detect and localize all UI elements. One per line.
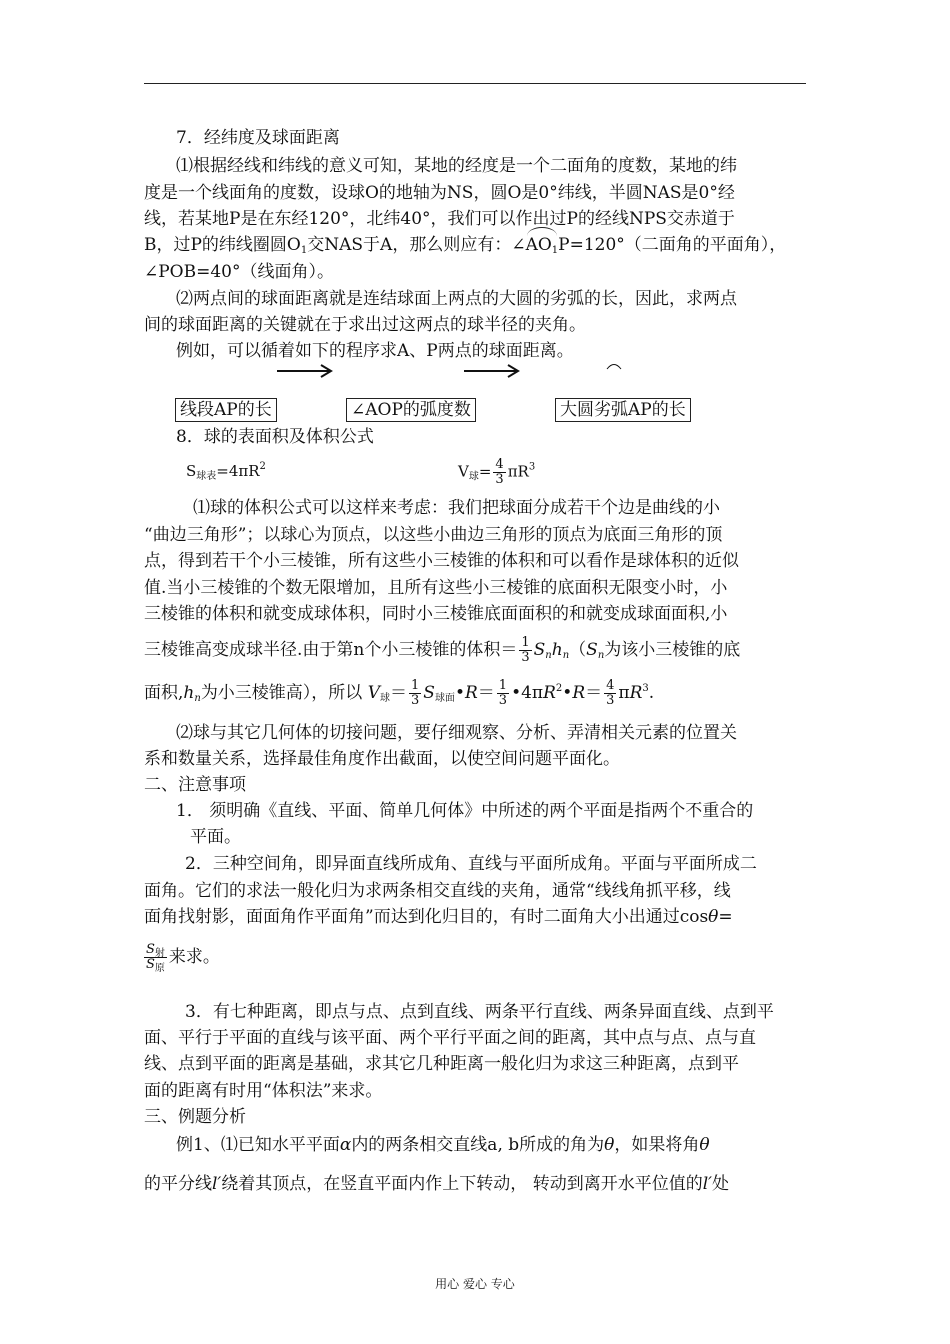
note-3-line3: 线、点到平面的距离是基础，求其它几种距离一般化归为求这三种距离，点到平 [144,1054,739,1074]
section-8-title: 8．球的表面积及体积公式 [176,427,374,447]
s8-p1-line4: 值.当小三棱锥的个数无限增加，且所有这些小三棱锥的底面积无限变小时，小 [144,578,728,598]
formula-surface-area: $S_{球表}=4\pi R^2$ [186,461,266,482]
s8-p1-line7: 面积$,h_n$为小三棱锥高），所以 $V_球=$ $\frac{1}{3}$ $S_{球面}•R=$ $\frac{1}{3}$ $•4\pi R^2•R=$ $\frac{4}{3}$ $\pi R^3$. [144,678,655,708]
s8-p2-line1: ⑵球与其它几何体的切接问题，要仔细观察、分析、弄清相关元素的位置关 [176,723,737,743]
arrow-right-icon [464,362,524,380]
flow-box-arc-length: 大圆劣弧AP的长 [555,398,691,422]
section-7-title: 7．经纬度及球面距离 [176,128,340,148]
arc-icon [606,362,622,370]
header-rule [144,83,806,84]
s7-p1-line4: B，过P的纬线圈圆$O_1$交NAS于A，那么则应有：$\angle AO_1P=120^\circ$（二面角的平面角）， [144,235,787,256]
note-3-line4: 面的距离有时用“体积法”来求。 [144,1081,383,1101]
note-1-line2: 平面。 [190,827,241,847]
page-footer: 用心 爱心 专心 [435,1277,515,1291]
note-1-line1: 1． 须明确《直线、平面、简单几何体》中所述的两个平面是指两个不重合的 [176,801,754,821]
s8-p1-line5: 三棱锥的体积和就变成球体积，同时小三棱锥底面面积的和就变成球面面积,小 [144,604,728,624]
note-2-line2: 面角。它们的求法一般化归为求两条相交直线的夹角，通常“线线角抓平移，线 [144,881,731,901]
flow-box-segment-length: 线段AP的长 [175,398,277,422]
note-3-line1: 3．有七种距离，即点与点、点到直线、两条平行直线、两条异面直线、点到平 [185,1002,774,1022]
s7-p1-line2: 度是一个线面角的度数，设球O的地轴为NS，圆O是0°纬线，半圆NAS是0°经 [144,183,735,203]
arc-mark: $AO_1$ [525,235,559,256]
s7-p2-line1: ⑵两点间的球面距离就是连结球面上两点的大圆的劣弧的长，因此，求两点 [176,289,737,309]
note-2-line1: 2．三种空间角，即异面直线所成角、直线与平面所成角。平面与平面所成二 [185,854,757,874]
arrow-right-icon [277,362,337,380]
s7-p1-line1: ⑴根据经线和纬线的意义可知，某地的经度是一个二面角的度数，某地的纬 [176,156,737,176]
flow-box-radian: ∠AOP的弧度数 [346,398,476,422]
s7-p1-line5: ∠POB=40°（线面角）。 [144,262,334,282]
s7-p1-line3: 线，若某地P是在东经120°，北纬40°，我们可以作出过P的经线NPS交赤道于 [144,209,735,229]
s8-p1-line1: ⑴球的体积公式可以这样来考虑：我们把球面分成若干个边是曲线的小 [193,498,720,518]
s7-p3: 例如，可以循着如下的程序求A、P两点的球面距离。 [176,341,574,361]
example-1-line2: 的平分线l′绕着其顶点，在竖直平面内作上下转动， 转动到离开水平位值的l′处 [144,1174,729,1194]
s8-p1-line3: 点，得到若干个小三棱锥，所有这些小三棱锥的体积和可以看作是球体积的近似 [144,551,739,571]
note-3-line2: 面、平行于平面的直线与该平面、两个平行平面之间的距离，其中点与点、点与直 [144,1028,756,1048]
note-2-line3: 面角找射影，面面角作平面角”而达到化归目的，有时二面角大小出通过cosθ= [144,907,733,927]
s8-p1-line6: 三棱锥高变成球半径.由于第n个小三棱锥的体积＝ $\frac{1}{3}$ $S_nh_n(S_n$为该小三棱锥的底 [144,635,741,665]
s8-p1-line2: “曲边三角形”；以球心为顶点，以这些小曲边三角形的顶点为底面三角形的顶 [144,525,723,545]
example-1-line1: 例1、⑴已知水平平面α内的两条相交直线a, b所成的角为θ，如果将角θ [176,1135,710,1155]
formula-volume: $V_球=$ $\frac{4}{3}$ $\pi R^3$ [458,457,536,487]
note-2-line4: $\frac{S_射}{S_原}$ 来求。 [146,942,220,974]
s8-p2-line2: 系和数量关系，选择最佳角度作出截面，以使空间问题平面化。 [144,749,620,769]
s7-p2-line2: 间的球面距离的关键就在于求出过这两点的球半径的夹角。 [144,315,586,335]
examples-heading: 三、例题分析 [144,1107,246,1127]
notes-heading: 二、注意事项 [144,775,246,795]
